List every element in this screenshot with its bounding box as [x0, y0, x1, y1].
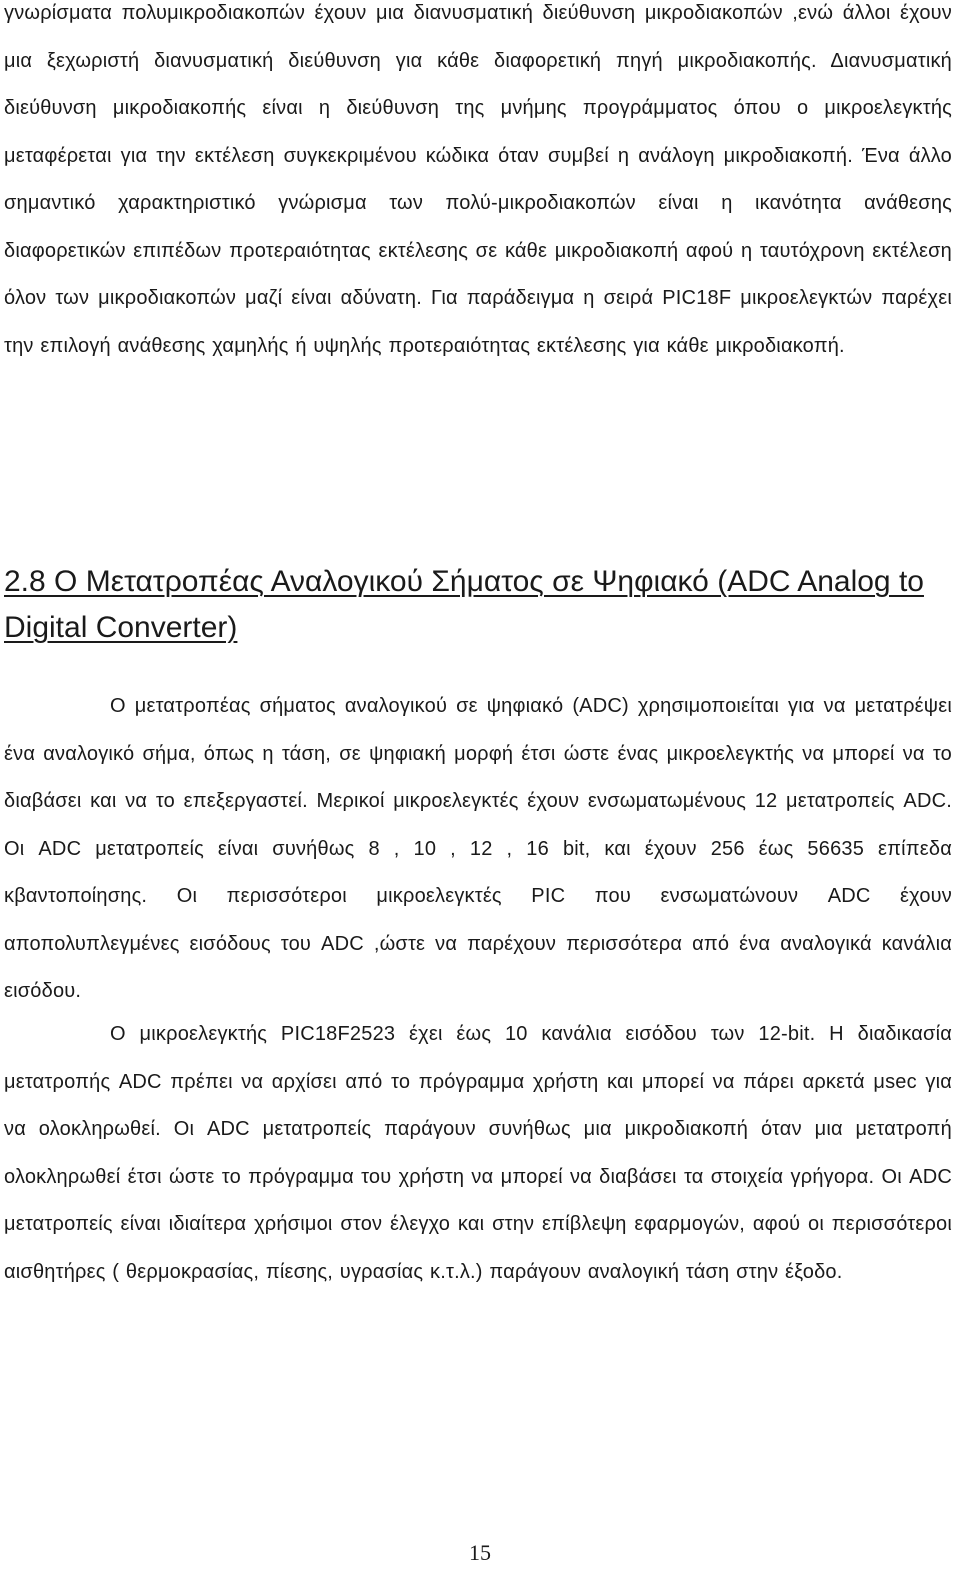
paragraph-text: γνωρίσματα πολυμικροδιακοπών έχουν μια διανυσματική διεύθυνση μικροδιακοπών ,ενώ άλλοι έχουν μια ξεχωριστή διανυσματική διεύθυνση για κάθε διαφορετική πηγή μικροδιακοπής. Διανυσματική διεύθυνση μικροδιακοπής είναι η διεύθυνση της μνήμης προγράμματος όπου ο μικροελεγκτής μεταφέρεται για την εκτέλεση συγκεκριμένου κώδικα όταν συμβεί η ανάλογη μικροδιακοπή. Ένα άλλο σημαντικό χαρακτηριστικό γνώρισμα των πολύ-μικροδιακοπών είναι η ικανότητα ανάθεσης διαφορετικών επιπέδων προτεραιότητας εκτέλεσης σε κάθε μικροδιακοπή αφού η ταυτόχρονη εκτέλεση όλον των μικροδιακοπών μαζί είναι αδύνατη. Για παράδειγμα η σειρά PIC18F μικροελεγκτών παρέχει την επιλογή ανάθεσης χαμηλής ή υψηλής προτεραιότητας εκτέλεσης για κάθε μικροδιακοπή.: [4, 2, 952, 357]
paragraph-adc-intro: [4, 683, 952, 1016]
paragraph-adc-pic: [4, 1011, 952, 1296]
section-heading: 2.8 Ο Μετατροπέας Αναλογικού Σήματος σε Ψηφιακό (ADC Analog to Digital Converter): [4, 565, 924, 644]
paragraph-text: Ο μετατροπέας σήματος αναλογικού σε ψηφιακό (ADC) χρησιμοποιείται για να μετατρέψει ένα αναλογικό σήμα, όπως η τάση, σε ψηφιακή μορφή έτσι ώστε ένας μικροελεγκτής να μπορεί να το διαβάσει και να το επεξεργαστεί. Μερικοί μικροελεγκτές έχουν ενσωματωμένους 12 μετατροπείς ADC. Οι ADC μετατροπείς είναι συνήθως 8 , 10 , 12 , 16 bit, και έχουν 256 έως 56635 επίπεδα κβαντοποίησης. Οι περισσότεροι μικροελεγκτές PIC που ενσωματώνουν ADC έχουν αποπολυπλεγμένες εισόδους του ADC ,ώστε να παρέχουν περισσότερα από ένα αναλογικά κανάλια εισόδου.: [4, 695, 952, 1002]
paragraph-interrupts: [4, 0, 952, 370]
paragraph-text: Ο μικροελεγκτής PIC18F2523 έχει έως 10 κανάλια εισόδου των 12-bit. Η διαδικασία μετατροπής ADC πρέπει να αρχίσει από το πρόγραμμα χρήστη και μπορεί να πάρει αρκετά μsec για να ολοκληρωθεί. Οι ADC μετατροπείς παράγουν συνήθως μια μικροδιακοπή όταν μια μετατροπή ολοκληρωθεί έτσι ώστε το πρόγραμμα του χρήστη να μπορεί να διαβάσει τα στοιχεία γρήγορα. Οι ADC μετατροπείς είναι ιδιαίτερα χρήσιμοι στον έλεγχο και στην επίβλεψη εφαρμογών, αφού οι περισσότεροι αισθητήρες ( θερμοκρασίας, πίεσης, υγρασίας κ.τ.λ.) παράγουν αναλογική τάση στην έξοδο.: [4, 1023, 952, 1283]
page-number: 15: [469, 1540, 491, 1565]
